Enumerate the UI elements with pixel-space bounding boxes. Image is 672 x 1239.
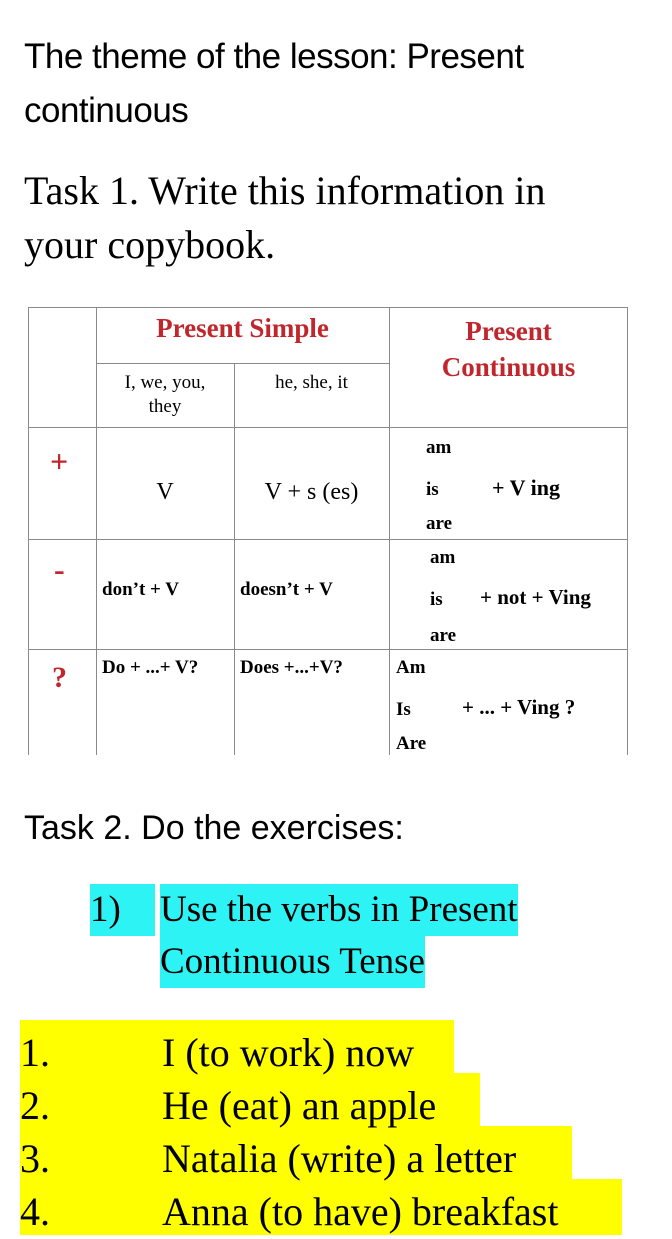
item-text: I (to work) now [162, 1030, 415, 1075]
table-subheader-line [96, 363, 389, 364]
minus-pc-form: + not + Ving [480, 585, 591, 609]
subheader-i-we-you-they [96, 371, 234, 419]
question-ps-i: Do + ...+ V? [102, 657, 199, 678]
item-number: 2. [20, 1083, 50, 1128]
plus-ps-i: V [156, 479, 174, 505]
plus-pc-are: are [426, 513, 453, 534]
lesson-title [24, 30, 644, 138]
question-pc-form: + ... + Ving ? [462, 695, 576, 719]
header-pc-line2: Continuous [441, 352, 576, 382]
subheader-he-she-it: he, she, it [275, 372, 348, 393]
header-pc-line1: Present [465, 316, 552, 346]
task2-heading: Task 2. Do the exercises: [24, 809, 404, 847]
subheader-i-we-you: I, we, you, [124, 372, 206, 393]
item-text: Natalia (write) a letter [162, 1136, 517, 1181]
exercise-line2: Continuous Tense [160, 936, 425, 988]
task1-line2: your copybook. [24, 222, 276, 267]
lesson-title-line1: The theme of the lesson: Present [24, 37, 524, 76]
question-pc-are: Are [396, 733, 427, 754]
plus-pc-is: is [426, 479, 439, 500]
task1-line1: Task 1. Write this information in [24, 168, 546, 213]
lesson-title-line2: continuous [24, 91, 189, 130]
exercise-line1: Use the verbs in Present [160, 884, 518, 936]
plus-pc-form: + V ing [492, 475, 560, 500]
plus-pc-am: am [426, 437, 452, 458]
task1-instruction [24, 164, 664, 272]
subheader-they: they [148, 396, 182, 417]
minus-ps-i: don’t + V [102, 579, 179, 600]
header-present-continuous [389, 313, 628, 385]
table-row-line-3 [28, 649, 628, 650]
question-pc-am: Am [396, 657, 426, 678]
exercise-number [90, 884, 155, 936]
minus-pc-am: am [430, 547, 456, 568]
minus-ps-he: doesn’t + V [240, 579, 333, 600]
item-number: 1. [20, 1030, 50, 1075]
item-text: He (eat) an apple [162, 1083, 437, 1128]
header-present-simple: Present Simple [156, 313, 329, 343]
question-pc-is: Is [396, 699, 411, 720]
item-number: 3. [20, 1136, 50, 1181]
item-number: 4. [20, 1189, 50, 1234]
table-border-top [28, 307, 628, 308]
exercise-number-text: 1) [90, 889, 121, 930]
minus-pc-are: are [430, 625, 457, 646]
table-row-line-1 [28, 427, 628, 428]
minus-pc-is: is [430, 589, 443, 610]
table-border-left [28, 307, 29, 755]
exercise-heading [90, 884, 590, 988]
sign-question: ? [52, 661, 67, 694]
sign-minus: - [54, 551, 65, 587]
grammar-table [28, 307, 628, 755]
question-ps-he: Does +...+V? [240, 657, 343, 678]
item-text: Anna (to have) breakfast [162, 1189, 559, 1234]
sign-plus: + [50, 443, 69, 479]
plus-ps-he: V + s (es) [264, 479, 359, 505]
table-col-divider-2 [234, 363, 235, 755]
table-row-line-2 [28, 539, 628, 540]
